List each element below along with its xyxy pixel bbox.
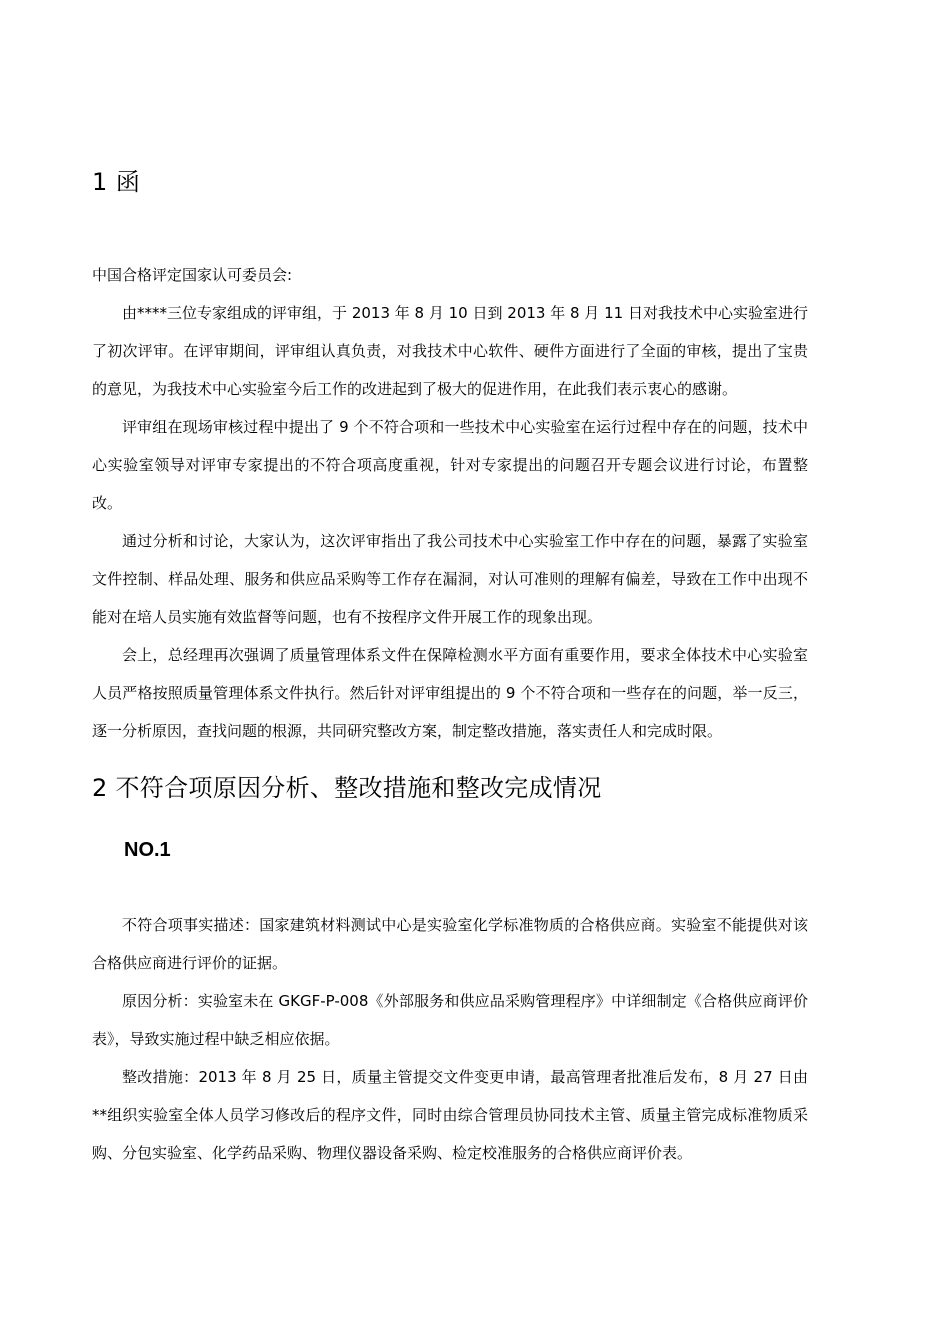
section-2-heading: 2 不符合项原因分析、整改措施和整改完成情况 [92, 774, 602, 802]
cause-analysis: 原因分析：实验室未在 GKGF-P-008《外部服务和供应品采购管理程序》中详细制定《合格供应商评价表》，导致实施过程中缺乏相应依据。 [92, 992, 808, 1048]
item-number-heading: NO.1 [124, 839, 171, 861]
section-1-heading: 1 函 [92, 168, 141, 196]
addressee-line: 中国合格评定国家认可委员会: [92, 266, 293, 284]
item-1-body [92, 906, 808, 1172]
nonconformity-description: 不符合项事实描述：国家建筑材料测试中心是实验室化学标准物质的合格供应商。实验室不能提供对该合格供应商进行评价的证据。 [92, 916, 808, 972]
corrective-action: 整改措施：2013 年 8 月 25 日，质量主管提交文件变更申请，最高管理者批准后发布，8 月 27 日由**组织实验室全体人员学习修改后的程序文件，同时由综合管理员协同技术主管、质量主管完成标准物质采购、分包实验室、化学药品采购、物理仪器设备采购、检定校准服务的合格供应商评价表。 [92, 1068, 808, 1162]
section-1-paragraph-3: 通过分析和讨论，大家认为，这次评审指出了我公司技术中心实验室工作中存在的问题，暴露了实验室文件控制、样品处理、服务和供应品采购等工作存在漏洞，对认可准则的理解有偏差，导致在工作中出现不能对在培人员实施有效监督等问题，也有不按程序文件开展工作的现象出现。 [92, 532, 808, 626]
section-1-paragraph-4: 会上，总经理再次强调了质量管理体系文件在保障检测水平方面有重要作用，要求全体技术中心实验室人员严格按照质量管理体系文件执行。然后针对评审组提出的 9 个不符合项和一些存在的问题，举一反三，逐一分析原因，查找问题的根源，共同研究整改方案，制定整改措施，落实责任人和完成时限。 [92, 646, 808, 740]
document-content [92, 170, 808, 1172]
section-1-paragraph-1: 由****三位专家组成的评审组，于 2013 年 8 月 10 日到 2013 年 8 月 11 日对我技术中心实验室进行了初次评审。在评审期间，评审组认真负责，对我技术中心软件、硬件方面进行了全面的审核，提出了宝贵的意见，为我技术中心实验室今后工作的改进起到了极大的促进作用，在此我们表示衷心的感谢。 [92, 304, 808, 398]
section-1-paragraph-2: 评审组在现场审核过程中提出了 9 个不符合项和一些技术中心实验室在运行过程中存在的问题，技术中心实验室领导对评审专家提出的不符合项高度重视，针对专家提出的问题召开专题会议进行讨论，布置整改。 [92, 418, 808, 512]
